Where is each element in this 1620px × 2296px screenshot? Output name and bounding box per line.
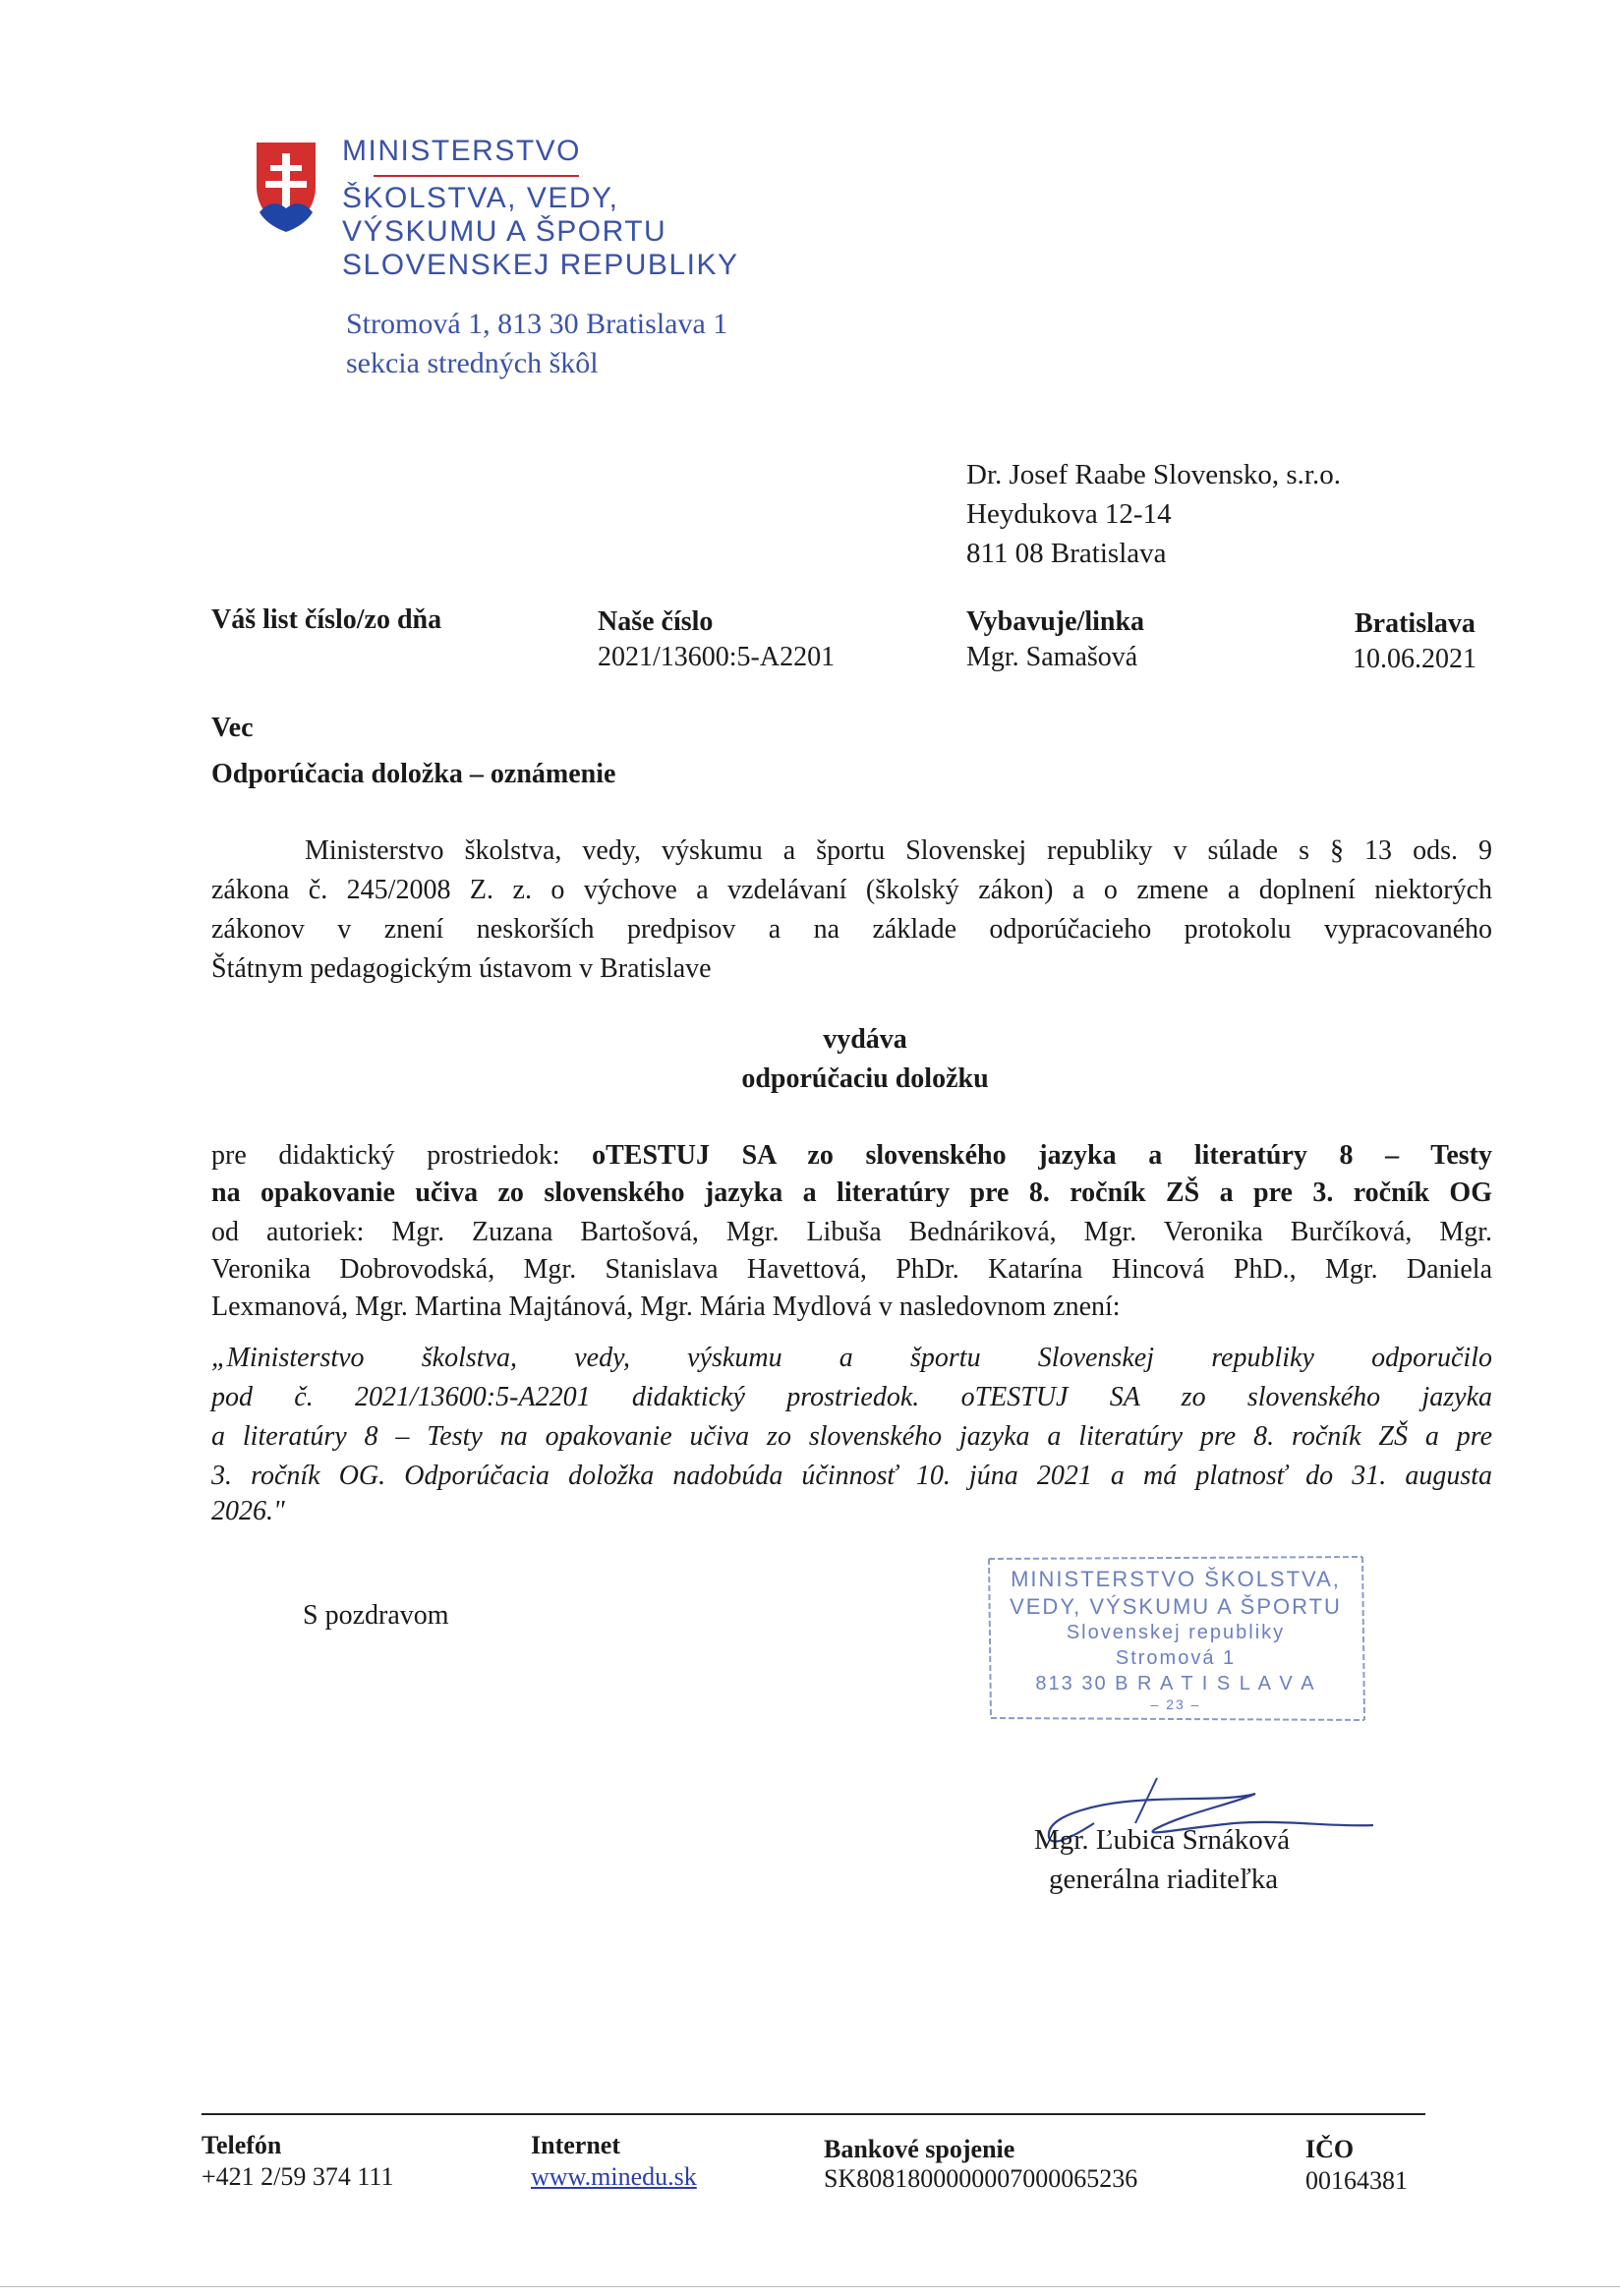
ministry-name-line-1: MINISTERSTVO	[342, 135, 582, 167]
place-label: Bratislava	[1355, 608, 1475, 639]
intro-line-3: zákonov v znení neskorších predpisov a na základe odporúčacieho protokolu vypracovaného	[211, 914, 1492, 945]
recipient-city: 811 08 Bratislava	[966, 538, 1167, 569]
ministry-name-line-3: VÝSKUMU A ŠPORTU	[342, 215, 667, 248]
bank-label: Bankové spojenie	[824, 2135, 1015, 2163]
ministry-name-line-4: SLOVENSKEJ REPUBLIKY	[342, 249, 739, 281]
aid-title-part-2: na opakovanie učiva zo slovenského jazyka a literatúry pre 8. ročník ZŠ a pre 3. ročník OG	[211, 1177, 1492, 1208]
signatory-title: generálna riaditeľka	[1049, 1864, 1279, 1895]
issues-object: odporúčaciu doložku	[741, 1063, 989, 1094]
official-stamp	[983, 1553, 1368, 1725]
website-link[interactable]: www.minedu.sk	[531, 2162, 697, 2191]
aid-line-1	[211, 1136, 1492, 1176]
intro-line-1: Ministerstvo školstva, vedy, výskumu a športu Slovenskej republiky v súlade s § 13 ods. 9	[305, 835, 1492, 866]
footer-divider	[202, 2113, 1425, 2115]
aid-title-part-1: oTESTUJ SA zo slovenského jazyka a literatúry 8 – Testy	[592, 1140, 1492, 1171]
authors-line-3: Lexmanová, Mgr. Martina Majtánová, Mgr. Mária Mydlová v nasledovnom znení:	[211, 1292, 1121, 1322]
ministry-name-rule	[374, 175, 579, 177]
ministry-address: Stromová 1, 813 30 Bratislava 1	[346, 308, 728, 340]
phone-label: Telefón	[202, 2131, 282, 2159]
quote-line-4: 3. ročník OG. Odporúčacia doložka nadobúda účinnosť 10. júna 2021 a má platnosť do 31. augusta	[211, 1461, 1492, 1491]
date-value: 10.06.2021	[1353, 644, 1476, 674]
ico-label: IČO	[1305, 2135, 1355, 2163]
bank-value: SK8081800000007000065236	[824, 2164, 1138, 2193]
stamp-line-5: 813 30 B R A T I S L A V A	[1035, 1673, 1316, 1694]
signatory-name: Mgr. Ľubica Srnáková	[1034, 1824, 1291, 1856]
our-number-label: Naše číslo	[598, 606, 714, 637]
quote-line-5: 2026."	[211, 1496, 285, 1526]
page-bottom-edge	[0, 2286, 1620, 2287]
aid-prefix: pre didaktický prostriedok:	[211, 1140, 560, 1171]
slovak-coat-of-arms-icon	[254, 140, 318, 234]
our-number-value: 2021/13600:5-A2201	[598, 642, 836, 672]
intro-line-4: Štátnym pedagogickým ústavom v Bratislave	[211, 953, 712, 984]
phone-value: +421 2/59 374 111	[202, 2162, 394, 2191]
subject-label: Vec	[211, 713, 254, 743]
quote-line-3: a literatúry 8 – Testy na opakovanie učiva zo slovenského jazyka a literatúry pre 8. ročník ZŠ a pre	[211, 1421, 1492, 1452]
authors-line-1: od autoriek: Mgr. Zuzana Bartošová, Mgr. Libuša Bednáriková, Mgr. Veronika Burčíková, Mgr.	[211, 1217, 1492, 1247]
quote-line-1: „Ministerstvo školstva, vedy, výskumu a športu Slovenskej republiky odporučilo	[211, 1343, 1492, 1373]
intro-line-2: zákona č. 245/2008 Z. z. o výchove a vzdelávaní (školský zákon) a o zmene a doplnení niektorých	[211, 875, 1492, 905]
handled-by-label: Vybavuje/linka	[966, 606, 1145, 637]
handled-by-value: Mgr. Samašová	[966, 642, 1138, 672]
stamp-line-3: Slovenskej republiky	[1066, 1622, 1286, 1643]
internet-label: Internet	[531, 2131, 620, 2159]
ministry-section: sekcia stredných škôl	[346, 347, 599, 379]
stamp-line-4: Stromová 1	[1115, 1647, 1237, 1669]
quote-line-2: pod č. 2021/13600:5-A2201 didaktický prostriedok. oTESTUJ SA zo slovenského jazyka	[211, 1382, 1492, 1412]
recipient-name: Dr. Josef Raabe Slovensko, s.r.o.	[966, 459, 1341, 490]
stamp-line-1: MINISTERSTVO ŠKOLSTVA,	[1011, 1567, 1341, 1591]
ico-value: 00164381	[1305, 2166, 1408, 2195]
closing-greeting: S pozdravom	[303, 1600, 449, 1631]
ministry-name-line-2: ŠKOLSTVA, VEDY,	[342, 182, 619, 214]
recipient-street: Heydukova 12-14	[966, 498, 1172, 530]
authors-line-2: Veronika Dobrovodská, Mgr. Stanislava Havettová, PhDr. Katarína Hincová PhD., Mgr. Daniela	[211, 1254, 1492, 1285]
stamp-line-2: VEDY, VÝSKUMU A ŠPORTU	[1010, 1594, 1342, 1619]
stamp-line-6: – 23 –	[1150, 1696, 1201, 1712]
subject-title: Odporúčacia doložka – oznámenie	[211, 759, 616, 789]
your-letter-label: Váš list číslo/zo dňa	[211, 604, 442, 635]
issues-verb: vydáva	[823, 1024, 907, 1055]
